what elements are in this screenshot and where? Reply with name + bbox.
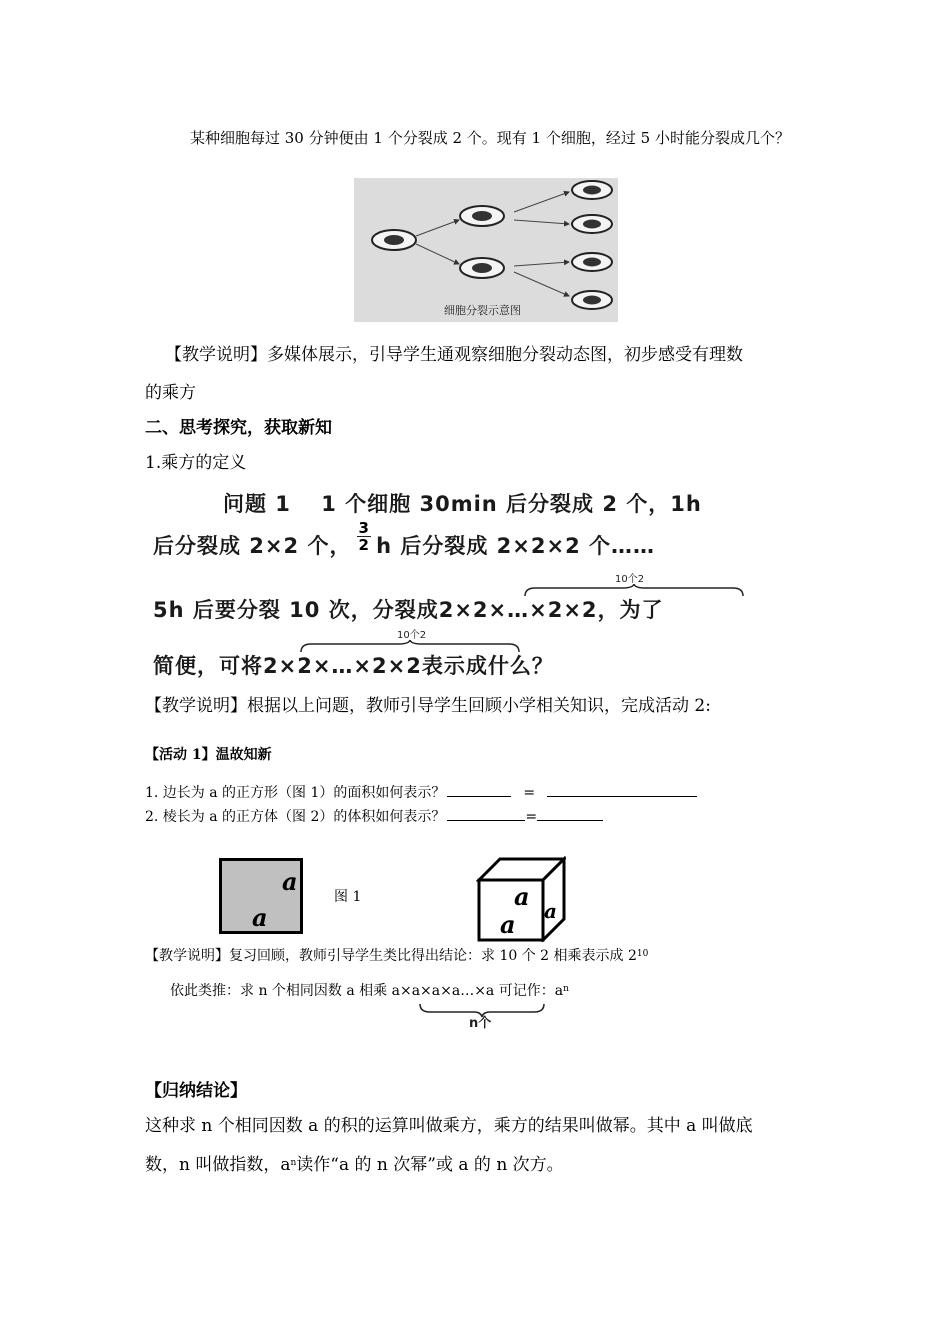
teaching-note-1-cont: 的乘方 — [145, 383, 196, 403]
problem-1-line3a: 5h 后要分裂 10 次，分裂成 — [153, 598, 439, 622]
subsection-heading: 1.乘方的定义 — [145, 453, 247, 473]
brace-label-2: 10个2 — [397, 630, 427, 641]
section-heading: 二、思考探究，获取新知 — [145, 418, 332, 438]
cell-division-diagram — [354, 178, 618, 322]
activity-question-1-text: 1. 边长为 a 的正方形（图 1）的面积如何表示？ — [145, 785, 446, 801]
conclusion-line-2 — [145, 1153, 564, 1177]
problem-1-image — [145, 482, 845, 682]
fraction-three-halves — [357, 520, 371, 553]
problem-1-line2 — [153, 518, 655, 566]
conclusion-exponent-n: n — [290, 1158, 297, 1168]
activity-question-2 — [145, 806, 603, 827]
teaching-note-2: 【教学说明】根据以上问题，教师引导学生回顾小学相关知识，完成活动 2: — [145, 696, 711, 716]
problem-1-line4a: 简便，可将 — [153, 654, 263, 678]
problem-1-line2b: h 后分裂成 2×2×2 个…… — [376, 534, 655, 558]
fraction-denominator: 2 — [358, 536, 369, 554]
product-2: 2×2×…×2×2 — [263, 654, 422, 678]
answer-blank-2b[interactable] — [537, 806, 603, 821]
figure-2-cube — [476, 856, 566, 942]
cell-division-figure — [354, 178, 618, 322]
cell-figure-caption: 细胞分裂示意图 — [444, 304, 521, 317]
problem-1-line4 — [153, 650, 554, 680]
cell-icons — [372, 181, 612, 309]
conclusion-line-2a: 数，n 叫做指数，a — [145, 1155, 291, 1175]
problem-1-line3b: ，为了 — [597, 598, 664, 622]
cube-label-a-top: a — [514, 882, 530, 911]
activity-heading: 【活动 1】温故知新 — [145, 747, 272, 763]
problem-1-line3 — [153, 594, 664, 624]
activity-question-2-text: 2. 棱长为 a 的正方体（图 2）的体积如何表示？ — [145, 809, 446, 825]
analogy-suffix: 可记作：a — [494, 983, 564, 999]
equals-sign: = — [523, 785, 536, 801]
square-label-a-bottom: a — [252, 903, 268, 932]
problem-1-line2a: 后分裂成 2×2 个， — [153, 534, 352, 558]
analogy-prefix: 依此类推：求 n 个相同因数 a 相乘 — [170, 983, 392, 999]
conclusion-line-1: 这种求 n 个相同因数 a 的积的运算叫做乘方，乘方的结果叫做幂。其中 a 叫做底 — [145, 1116, 753, 1136]
teaching-note-3-text: 【教学说明】复习回顾，教师引导学生类比得出结论：求 10 个 2 相乘表示成 2 — [145, 948, 637, 964]
figure-1-square — [219, 858, 303, 934]
analogy-line — [170, 981, 569, 1001]
teaching-note-1: 【教学说明】多媒体展示，引导学生通观察细胞分裂动态图，初步感受有理数 — [165, 345, 743, 365]
figure-1-label: 图 1 — [334, 889, 362, 905]
activity-question-1 — [145, 782, 697, 803]
conclusion-heading: 【归纳结论】 — [145, 1081, 247, 1101]
cube-label-a-front: a — [500, 910, 516, 939]
analogy-product: a×a×a×a…×a — [391, 983, 495, 999]
answer-blank-2a[interactable] — [447, 806, 525, 821]
square-label-a-top: a — [282, 867, 298, 896]
answer-blank-1b[interactable] — [547, 782, 697, 797]
fraction-numerator: 3 — [358, 519, 369, 537]
problem-1-line4b: 表示成什么？ — [421, 654, 554, 678]
answer-blank-1a[interactable] — [447, 782, 511, 797]
exponent-10: 10 — [636, 949, 649, 959]
teaching-note-3 — [145, 946, 648, 966]
conclusion-line-2b: 读作“a 的 n 次幂”或 a 的 n 次方。 — [296, 1155, 564, 1175]
analogy-brace-label: n个 — [469, 1016, 492, 1031]
brace-label-1: 10个2 — [615, 574, 645, 585]
exponent-n: n — [563, 984, 569, 994]
intro-problem: 某种细胞每过 30 分钟便由 1 个分裂成 2 个。现有 1 个细胞，经过 5 小时能分裂成几个？ — [190, 129, 790, 147]
cube-label-a-side: a — [544, 899, 557, 923]
product-1: 2×2×…×2×2 — [438, 598, 598, 622]
equals-sign: = — [525, 809, 538, 825]
problem-1-line1: 问题 1 1 个细胞 30min 后分裂成 2 个，1h — [223, 492, 702, 516]
